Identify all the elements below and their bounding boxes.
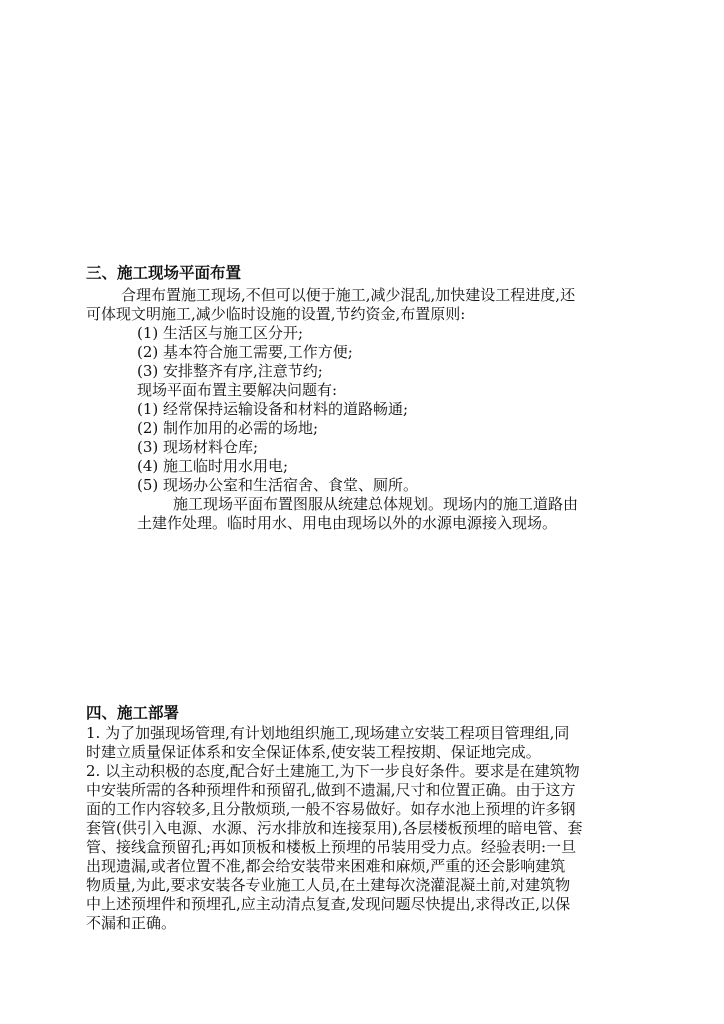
section-3-intro-line-2: 可体现文明施工,减少临时设施的设置,节约资金,布置原则:	[86, 305, 466, 323]
section-4-para-2-line-4: 套管(供引入电源、水源、污水排放和连接泵用),各层楼板预埋的暗电管、套	[86, 819, 583, 837]
section-3-closing-line-1: 施工现场平面布置图服从统建总体规划。现场内的施工道路由	[173, 495, 579, 513]
problem-item-1: (1) 经常保持运输设备和材料的道路畅通;	[137, 400, 409, 418]
section-4-para-2-line-7: 物质量,为此,要求安装各专业施工人员,在土建每次浇灌混凝土前,对建筑物	[86, 876, 571, 894]
section-4-para-2-line-2: 中安装所需的各种预埋件和预留孔,做到不遗漏,尺寸和位置正确。由于这方	[86, 781, 576, 799]
problem-item-3: (3) 现场材料仓库;	[137, 438, 259, 456]
section-4-para-2-line-5: 管、接线盒预留孔;再如顶板和楼板上预埋的吊装用受力点。经验表明:一旦	[86, 838, 577, 856]
section-4-para-2-line-8: 中上述预埋件和预埋孔,应主动清点复查,发现问题尽快提出,求得改正,以保	[86, 895, 571, 913]
problem-item-5: (5) 现场办公室和生活宿舍、食堂、厕所。	[137, 476, 419, 494]
section-4-para-2-line-9: 不漏和正确。	[86, 914, 177, 932]
section-4-para-2-line-1: 2. 以主动积极的态度,配合好土建施工,为下一步良好条件。要求是在建筑物	[86, 762, 580, 780]
section-4-heading: 四、施工部署	[86, 704, 180, 722]
principle-item-1: (1) 生活区与施工区分开;	[137, 324, 304, 342]
section-3-intro-line-1: 合理布置施工现场,不但可以便于施工,减少混乱,加快建设工程进度,还	[121, 286, 576, 304]
problem-item-4: (4) 施工临时用水用电;	[137, 457, 289, 475]
section-4-para-1-line-1: 1. 为了加强现场管理,有计划地组织施工,现场建立安装工程项目管理组,同	[86, 724, 570, 742]
section-3-closing-line-2: 土建作处理。临时用水、用电由现场以外的水源电源接入现场。	[137, 514, 558, 532]
section-4-para-1-line-2: 时建立质量保证体系和安全保证体系,使安装工程按期、保证地完成。	[86, 743, 541, 761]
problem-item-2: (2) 制作加用的必需的场地;	[137, 419, 319, 437]
principle-item-2: (2) 基本符合施工需要,工作方便;	[137, 343, 353, 361]
section-4-para-2-line-3: 面的工作内容较多,且分散烦琐,一般不容易做好。如存水池上预埋的许多钢	[86, 800, 576, 818]
problems-intro: 现场平面布置主要解决问题有:	[137, 381, 338, 399]
section-3-heading: 三、施工现场平面布置	[86, 264, 242, 282]
section-4-para-2-line-6: 出现遗漏,或者位置不准,都会给安装带来困难和麻烦,严重的还会影响建筑	[86, 857, 566, 875]
principle-item-3: (3) 安排整齐有序,注意节约;	[137, 362, 323, 380]
